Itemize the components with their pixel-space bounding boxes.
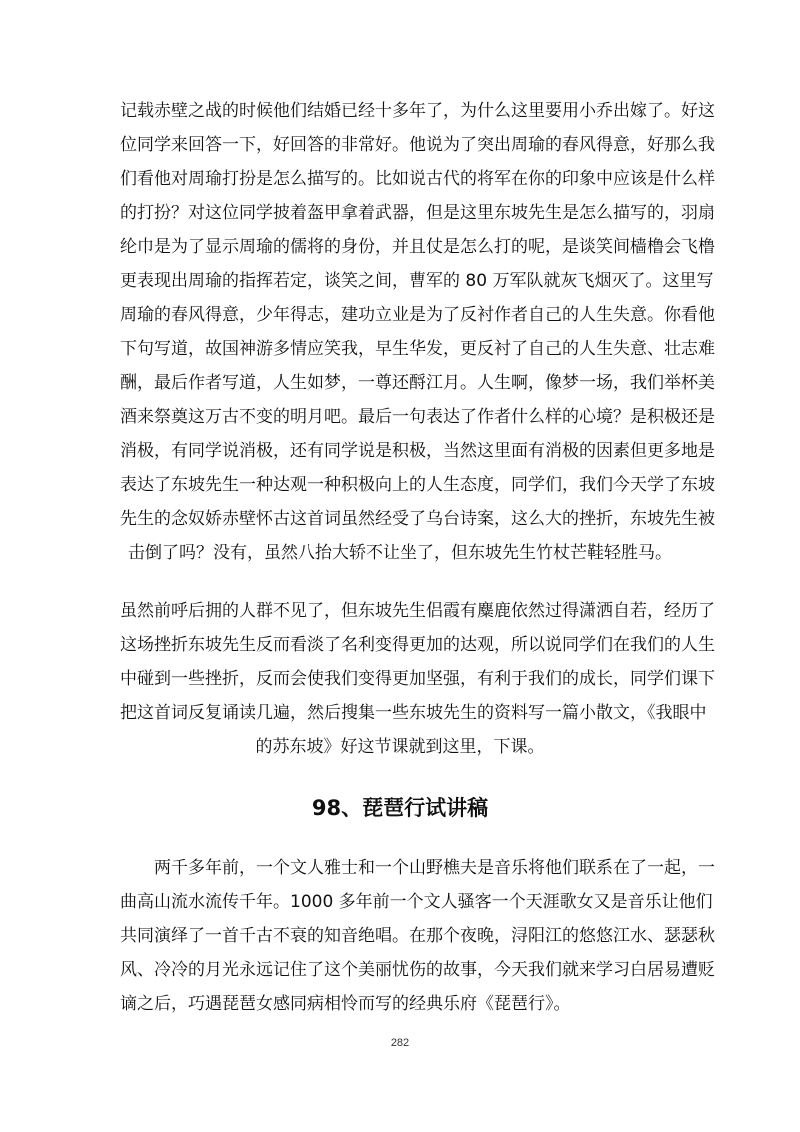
text-line: 记载赤壁之战的时候他们结婚已经十多年了，为什么这里要用小乔出嫁了。好这 xyxy=(120,101,715,121)
text-line: 的打扮？对这位同学披着盔甲拿着武器，但是这里东坡先生是怎么描写的，羽扇 xyxy=(120,203,715,223)
text-line: 击倒了吗？没有，虽然八抬大轿不让坐了，但东坡先生竹杖芒鞋轻胜马。 xyxy=(128,543,672,563)
text-line: 中碰到一些挫折，反而会使我们变得更加坚强，有利于我们的成长，同学们课下 xyxy=(120,669,715,689)
text-line: 表达了东坡先生一种达观一种积极向上的人生态度，同学们，我们今天学了东坡 xyxy=(120,475,715,495)
text-line: 位同学来回答一下，好回答的非常好。他说为了突出周瑜的春风得意，好那么我 xyxy=(120,135,715,155)
section-title: 98、琵琶行试讲稿 xyxy=(311,796,489,820)
text-line: 下句写道，故国神游多情应笑我，早生华发，更反衬了自己的人生失意、壮志难 xyxy=(120,339,715,359)
text-line: 谪之后，巧遇琵琶女感同病相怜而写的经典乐府《琵琶行》。 xyxy=(120,994,571,1014)
text-line: 把这首词反复诵读几遍，然后搜集一些东坡先生的资料写一篇小散文，《我眼中 xyxy=(120,703,707,723)
text-line: 纶巾是为了显示周瑜的儒将的身份，并且仗是怎么打的呢，是谈笑间樯橹会飞橹 xyxy=(120,237,715,257)
text-line: 酒来祭奠这万古不变的明月吧。最后一句表达了作者什么样的心境？是积极还是 xyxy=(120,407,715,427)
paragraph-3 xyxy=(120,851,715,1021)
text-line: 酬，最后作者写道，人生如梦，一尊还酹江月。人生啊，像梦一场，我们举杯美 xyxy=(120,373,715,393)
text-line: 周瑜的春风得意，少年得志，建功立业是为了反衬作者自己的人生失意。你看他 xyxy=(120,305,715,325)
text-line: 先生的念奴娇赤壁怀古这首词虽然经受了乌台诗案，这么大的挫折，东坡先生被 xyxy=(120,509,715,529)
text-line: 曲高山流水流传千年。1000 多年前一个文人骚客一个天涯歌女又是音乐让他们 xyxy=(120,892,713,912)
paragraph-1 xyxy=(120,94,715,570)
text-line: 这场挫折东坡先生反而看淡了名利变得更加的达观，所以说同学们在我们的人生 xyxy=(120,635,715,655)
text-line: 虽然前呼后拥的人群不见了，但东坡先生侣霞有麋鹿依然过得潇洒自若，经历了 xyxy=(120,601,715,621)
text-line: 更表现出周瑜的指挥若定，谈笑之间，曹军的 80 万军队就灰飞烟灭了。这里写 xyxy=(120,271,714,291)
paragraph-2 xyxy=(120,594,715,764)
text-line: 的苏东坡》好这节课就到这里，下课。 xyxy=(255,737,545,757)
text-line: 们看他对周瑜打扮是怎么描写的。比如说古代的将军在你的印象中应该是什么样 xyxy=(120,169,715,189)
page-number: 282 xyxy=(390,1037,410,1049)
text-line: 共同演绎了一首千古不衰的知音绝唱。在那个夜晚，浔阳江的悠悠江水、瑟瑟秋 xyxy=(120,926,715,946)
text-line: 风、冷冷的月光永远记住了这个美丽忧伤的故事，今天我们就来学习白居易遭贬 xyxy=(120,960,715,980)
text-line: 消极，有同学说消极，还有同学说是积极，当然这里面有消极的因素但更多地是 xyxy=(120,441,715,461)
text-line: 两千多年前，一个文人雅士和一个山野樵夫是音乐将他们联系在了一起，一 xyxy=(154,858,715,878)
